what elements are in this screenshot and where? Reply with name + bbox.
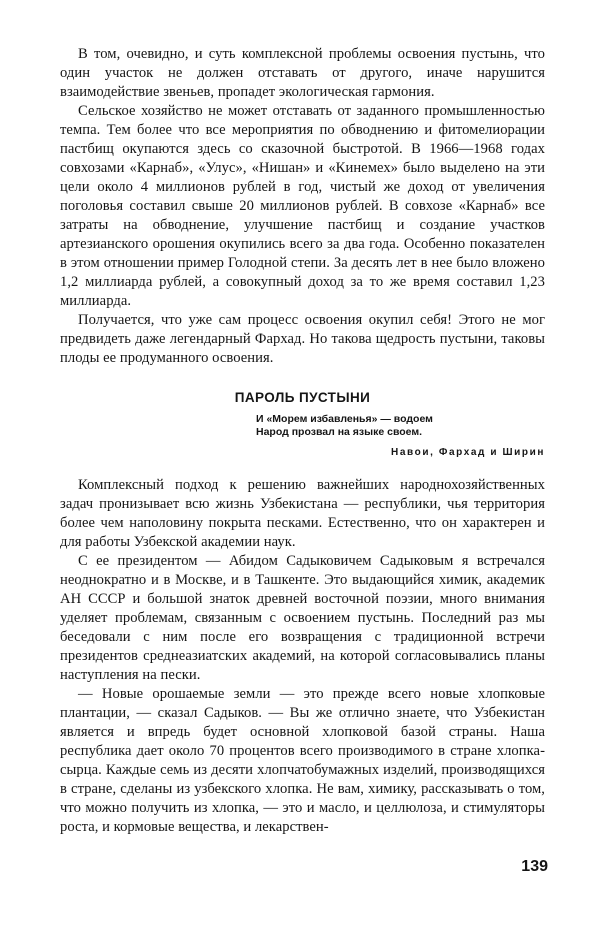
book-page [60,45,545,905]
epigraph-author: Навои, Фархад и Ширин [391,447,545,458]
epigraph-line-2: Народ прозвал на языке своем. [256,426,423,438]
page-number: 139 [521,858,548,875]
section-title: ПАРОЛЬ ПУСТЫНИ [234,390,371,405]
paragraph-top-1: В том, очевидно, и суть комплексной проблемы освоения пустынь, что один участок не должен отставать от другого, иначе нарушится взаимодействие звеньев, пропадет экологическая гармония. [60,46,545,100]
epigraph [256,413,545,439]
paragraph-bottom-3: — Новые орошаемые земли — это прежде всего новые хлопковые плантации, — сказал Садыков. — Вы же отлично знаете, что Узбекистан является и впредь будет основной хлопковой базой страны. Наша республика дает около 70 процентов всего производимого в стране хлопка-сырца. Каждые семь из десяти хлопчатобумажных изделий, производящихся в стране, сделаны из узбекского хлопка. Не вам, химику, рассказывать о том, что можно получить из хлопка, — это и масло, и целлюлоза, и стимуляторы роста, и кормовые вещества, и лекарствен- [60,686,545,835]
paragraph-bottom-1: Комплексный подход к решению важнейших народнохозяйственных задач пронизывает всю жизнь Узбекистана — республики, чья территория более чем наполовину покрыта песками. Естественно, что он характерен и для работы Узбекской академии наук. [60,477,545,550]
epigraph-line-1: И «Морем избавленья» — водоем [256,413,433,425]
paragraph-top-3: Получается, что уже сам процесс освоения окупил себя! Этого не мог предвидеть даже легендарный Фархад. Но такова щедрость пустыни, таковы плоды ее продуманного освоения. [60,312,545,366]
paragraph-bottom-2: С ее президентом — Абидом Садыковичем Садыковым я встречался неоднократно и в Москве, и в Ташкенте. Это выдающийся химик, академик АН СССР и большой знаток древней восточной поэзии, много внимания уделяет проблемам, связанным с освоением пустынь. Последний раз мы беседовали с ним после его возвращения с традиционной встречи президентов среднеазиатских академий, на которой согласовывались планы наступления на пески. [60,553,545,683]
paragraph-top-2: Сельское хозяйство не может отставать от заданного промышленностью темпа. Тем более что все мероприятия по обводнению и фитомелиорации пастбищ окупаются здесь со сказочной быстротой. В 1966—1968 годах совхозами «Карнаб», «Улус», «Нишан» и «Кинемех» было выделено на эти цели около 4 миллионов рублей в год, чистый же доход от увеличения поголовья составил свыше 20 миллионов рублей. В совхозе «Карнаб» все затраты на обводнение, улучшение пастбищ и создание участков артезианского орошения окупились всего за два года. Особенно показателен в этом отношении пример Голодной степи. За десять лет в нее было вложено 1,2 миллиарда рублей, а совокупный доход за то же время составил 1,23 миллиарда. [60,103,545,309]
